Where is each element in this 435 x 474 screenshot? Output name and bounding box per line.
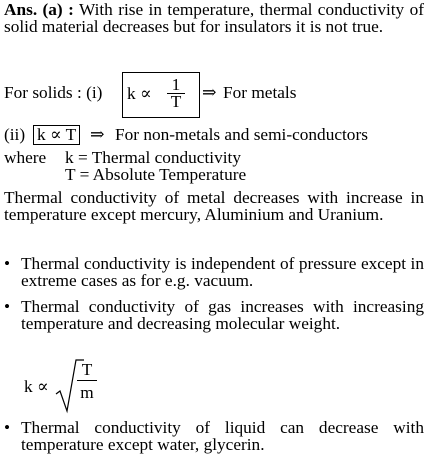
where-block bbox=[4, 149, 424, 185]
solids-prefix: For solids : (i) bbox=[4, 83, 103, 102]
bullet-icon: • bbox=[4, 254, 11, 273]
bullet-icon: • bbox=[4, 297, 11, 316]
bullet-text: Thermal conductivity is independent of pressure except in extreme cases as for e.g. vacuum. bbox=[21, 254, 424, 290]
bullet-icon: • bbox=[4, 418, 11, 437]
intro-text: With rise in temperature, thermal conductivity of solid material decreases but for insulators it is not true. bbox=[4, 0, 424, 36]
gas-fraction bbox=[77, 362, 97, 401]
solids-numerator: 1 bbox=[167, 77, 185, 94]
solids-lhs: k ∝ bbox=[127, 84, 152, 103]
intro-paragraph bbox=[4, 1, 424, 35]
gas-denominator: m bbox=[80, 383, 94, 402]
solids-formula-box bbox=[122, 72, 200, 118]
line-ii-formula-box: k ∝ T bbox=[33, 125, 80, 145]
line-ii-arrow: ⇒ bbox=[90, 125, 105, 144]
bullet-item-pressure bbox=[4, 255, 424, 289]
solids-fraction bbox=[167, 77, 185, 110]
k-definition: k = Thermal conductivity bbox=[65, 148, 241, 167]
answer-label: Ans. (a) bbox=[4, 0, 63, 19]
bullet-text: Thermal conductivity of gas increases with increasing temperature and decreasing molecular weight. bbox=[21, 297, 424, 333]
solids-arrow: ⇒ bbox=[202, 83, 217, 102]
solids-denominator: T bbox=[170, 92, 182, 111]
line-ii-result: For non-metals and semi-conductors bbox=[115, 125, 368, 144]
bullet-item-gas bbox=[4, 298, 424, 332]
answer-colon: : bbox=[68, 0, 74, 19]
gas-formula bbox=[4, 356, 424, 416]
gas-lhs: k ∝ bbox=[24, 377, 49, 396]
where-word: where bbox=[4, 148, 47, 167]
bullet-item-liquid bbox=[4, 419, 424, 453]
bullet-text: Thermal conductivity of liquid can decrease with temperature except water, glycerin. bbox=[21, 418, 424, 454]
gas-numerator: T bbox=[77, 362, 97, 381]
t-definition: T = Absolute Temperature bbox=[65, 165, 247, 184]
solids-result: For metals bbox=[223, 83, 297, 102]
line-ii-prefix: (ii) bbox=[4, 125, 26, 144]
solids-line bbox=[4, 72, 424, 118]
metal-paragraph: Thermal conductivity of metal decreases with increase in temperature except mercury, Aluminium and Uranium. bbox=[4, 188, 424, 224]
line-ii bbox=[4, 125, 424, 145]
